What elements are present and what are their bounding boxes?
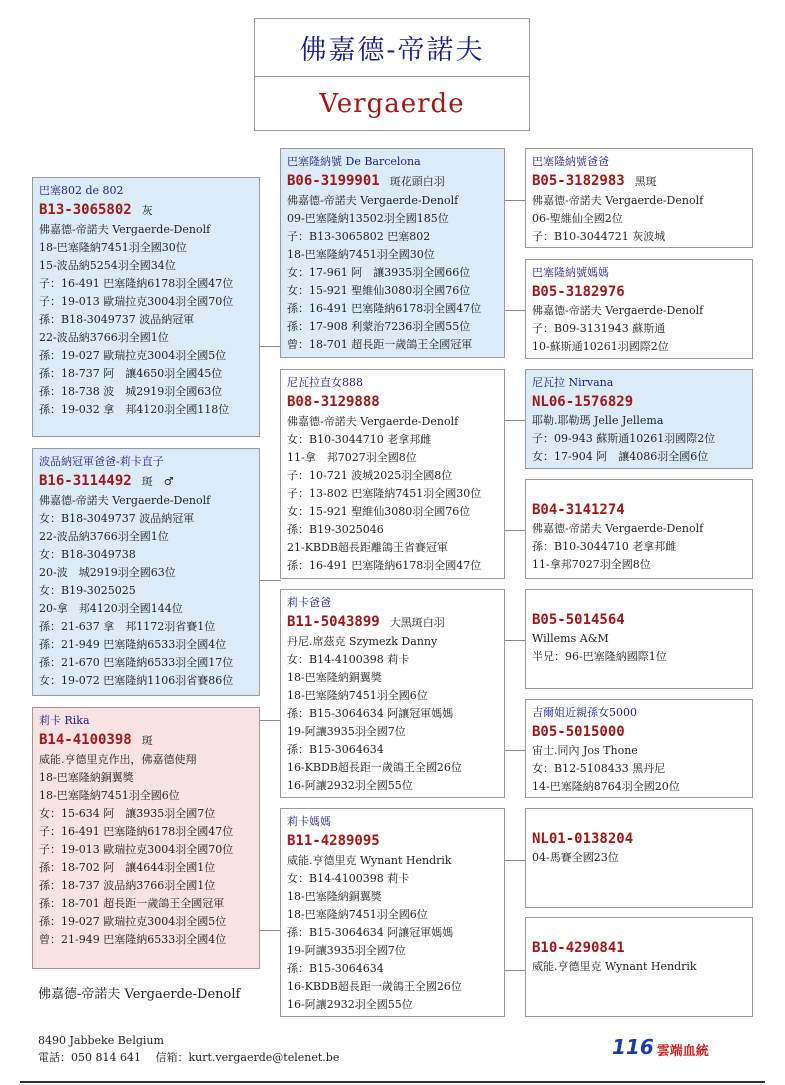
info-line: 子：09-943 蘇斯通10261羽國際2位: [532, 432, 716, 445]
info-line: 宙士.同內 Jos Thone: [532, 744, 638, 757]
info-line: 丹尼.席茲克 Szymezk Danny: [287, 635, 438, 648]
box-heading: 巴塞隆納號 De Barcelona: [287, 155, 421, 168]
info-line: 半兄：96-巴塞隆納國際1位: [532, 650, 667, 663]
connector: [504, 640, 526, 641]
info-line: 威能.亨德里克 Wynant Hendrik: [532, 960, 697, 973]
color-label: 斑 ♂: [141, 475, 174, 488]
pedigree-box-sire-sire: [280, 148, 505, 358]
box-heading: 莉卡媽媽: [287, 815, 331, 828]
box-heading: 莉卡爸爸: [287, 596, 331, 609]
pedigree-box-sd-dam: [525, 479, 753, 579]
info-line: 女：17-961 阿 讓3935羽全國66位: [287, 266, 471, 279]
info-line: 子：B13-3065802 巴塞802: [287, 230, 431, 243]
info-line: 佛嘉德-帝諾夫 Vergaerde-Denolf: [287, 194, 459, 207]
info-line: 子：19-013 歐瑞拉克3004羽全國70位: [39, 843, 234, 856]
info-line: 子：16-491 巴塞隆納6178羽全國47位: [39, 277, 234, 290]
info-line: 18-巴塞隆納7451羽全國6位: [39, 789, 180, 802]
info-line: 18-巴塞隆納7451羽全國30位: [39, 241, 187, 254]
info-line: 佛嘉德-帝諾夫 Vergaerde-Denolf: [287, 415, 459, 428]
info-line: 18-巴塞隆納銅翼獎: [287, 671, 382, 684]
connector: [259, 346, 281, 347]
box-heading: 尼瓦拉 Nirvana: [532, 376, 614, 389]
info-line: 09-巴塞隆納13502羽全國185位: [287, 212, 449, 225]
info-line: 女：15-921 聖維仙3080羽全國76位: [287, 284, 471, 297]
info-line: 19-阿讓3935羽全國7位: [287, 944, 406, 957]
info-line: 佛嘉德-帝諾夫 Vergaerde-Denolf: [532, 194, 704, 207]
info-line: 子：13-802 巴塞隆納7451羽全國30位: [287, 487, 482, 500]
info-line: 威能.亨德里克 Wynant Hendrik: [287, 854, 452, 867]
info-line: 曾：18-701 超長距一歲鴿王全國冠軍: [287, 338, 473, 351]
info-line: 孫：B15-3064634 阿讓冠軍媽媽: [287, 926, 454, 939]
pedigree-box-ss-dam: [525, 259, 753, 359]
info-line: 女：B18-3049737 波品納冠軍: [39, 512, 195, 525]
info-line: 女：15-921 聖維仙3080羽全國76位: [287, 505, 471, 518]
ring-number: NL06-1576829: [532, 394, 634, 410]
info-line: 佛嘉德-帝諾夫 Vergaerde-Denolf: [532, 522, 704, 535]
info-line: 20-拿 邦4120羽全國144位: [39, 602, 183, 615]
color-label: 大黑斑白羽: [389, 616, 445, 629]
connector: [259, 720, 281, 721]
owner-contact: 電話：050 814 641 信箱：kurt.vergaerde@telenet.be: [38, 1051, 340, 1064]
info-line: 18-巴塞隆納7451羽全國6位: [287, 908, 428, 921]
ring-number: NL01-0138204: [532, 831, 634, 847]
info-line: 22-波品納3766羽全國1位: [39, 331, 169, 344]
info-line: 女：B14-4100398 莉卡: [287, 872, 410, 885]
ring-number: B16-3114492 斑 ♂: [39, 473, 174, 489]
pedigree-box-ds-sire: [525, 589, 753, 689]
info-line: 孫：19-027 歐瑞拉克3004羽全國5位: [39, 915, 227, 928]
info-line: 18-巴塞隆納銅翼獎: [287, 890, 382, 903]
info-line: 18-巴塞隆納銅翼獎: [39, 771, 134, 784]
ring-number: B06-3199901 斑花頭白羽: [287, 173, 445, 189]
info-line: 16-阿讓2932羽全國55位: [287, 779, 413, 792]
bottom-divider: [20, 1081, 765, 1083]
info-line: 威能.亨德里克作出，佛嘉德使翔: [39, 753, 197, 766]
box-heading: 尼瓦拉直女888: [287, 376, 363, 389]
info-line: 孫：19-027 歐瑞拉克3004羽全國5位: [39, 349, 227, 362]
connector: [504, 420, 526, 421]
info-line: 曾：21-949 巴塞隆納6533羽全國4位: [39, 933, 227, 946]
pedigree-box-ds-dam: [525, 699, 753, 798]
info-line: 孫：18-737 波品納3766羽全國1位: [39, 879, 216, 892]
info-line: 16-阿讓2932羽全國55位: [287, 998, 413, 1011]
connector: [504, 750, 526, 751]
info-line: 耶勒.耶勒瑪 Jelle Jellema: [532, 414, 664, 427]
info-line: 佛嘉德-帝諾夫 Vergaerde-Denolf: [39, 223, 211, 236]
info-line: 孫：B15-3064634 阿讓冠軍媽媽: [287, 707, 454, 720]
info-line: 孫：B19-3025046: [287, 523, 384, 536]
box-heading: 波品納冠軍爸爸-莉卡直子: [39, 455, 164, 468]
info-line: 佛嘉德-帝諾夫 Vergaerde-Denolf: [532, 304, 704, 317]
info-line: 16-KBDB超長距一歲鴿王全國26位: [287, 761, 462, 774]
info-line: 10-蘇斯通10261羽國際2位: [532, 340, 669, 353]
connector: [504, 310, 526, 311]
info-line: 女：B18-3049738: [39, 548, 136, 561]
info-line: 11-拿 邦7027羽全國8位: [287, 451, 417, 464]
info-line: 孫：16-491 巴塞隆納6178羽全國47位: [287, 559, 482, 572]
info-line: 孫：21-670 巴塞隆納6533羽全國17位: [39, 656, 234, 669]
ring-number: B05-3182976: [532, 284, 625, 300]
info-line: 子：B10-3044721 灰波城: [532, 230, 666, 243]
owner-name: 佛嘉德-帝諾夫 Vergaerde-Denolf: [38, 987, 241, 1002]
info-line: 19-阿讓3935羽全國7位: [287, 725, 406, 738]
box-heading: 巴塞隆納號爸爸: [532, 155, 609, 168]
pedigree-box-dam-sire: [280, 589, 505, 798]
info-line: 孫：21-949 巴塞隆納6533羽全國4位: [39, 638, 227, 651]
pedigree-box-ss-sire: [525, 148, 753, 248]
info-line: 16-KBDB超長距一歲鴿王全國26位: [287, 980, 462, 993]
ring-number: B10-4290841: [532, 940, 625, 956]
info-line: 孫：B10-3044710 老拿邦雌: [532, 540, 677, 553]
info-line: 14-巴塞隆納8764羽全國20位: [532, 780, 680, 793]
info-line: 女：15-634 阿 讓3935羽全國7位: [39, 807, 216, 820]
box-heading: 巴塞802 de 802: [39, 184, 124, 197]
connector: [259, 930, 281, 931]
connector: [504, 860, 526, 861]
info-line: 孫：16-491 巴塞隆納6178羽全國47位: [287, 302, 482, 315]
info-line: 孫：18-702 阿 讓4644羽全國1位: [39, 861, 216, 874]
info-line: 孫：21-637 拿 邦1172羽省賽1位: [39, 620, 216, 633]
box-heading: 莉卡 Rika: [39, 714, 90, 727]
pedigree-box-sire: [32, 177, 260, 437]
info-line: 子：10-721 波城2025羽全國8位: [287, 469, 453, 482]
info-line: 11-拿邦7027羽全國8位: [532, 558, 651, 571]
title-english: Vergaerde: [319, 89, 465, 119]
pedigree-title: [254, 18, 530, 131]
title-chinese: 佛嘉德-帝諾夫: [255, 19, 529, 77]
info-line: 女：B12-5108433 黑丹尼: [532, 762, 666, 775]
logo-text: 雲端血統: [656, 1044, 709, 1059]
info-line: 15-波品納5254羽全國34位: [39, 259, 176, 272]
connector: [259, 580, 281, 581]
info-line: 20-波 城2919羽全國63位: [39, 566, 176, 579]
ring-number: B11-5043899 大黑斑白羽: [287, 614, 445, 630]
info-line: 04-馬賽全國23位: [532, 851, 619, 864]
pedigree-box-dd-dam: [525, 917, 753, 1017]
info-line: 子：16-491 巴塞隆納6178羽全國47位: [39, 825, 234, 838]
box-heading: 吉爾姐近親孫女5000: [532, 706, 637, 719]
ring-number: B04-3141274: [532, 502, 625, 518]
info-line: 孫：18-738 波 城2919羽全國63位: [39, 385, 223, 398]
info-line: 18-巴塞隆納7451羽全國6位: [287, 689, 428, 702]
box-heading: 巴塞隆納號媽媽: [532, 266, 609, 279]
info-line: 女：B10-3044710 老拿邦雌: [287, 433, 432, 446]
ring-number: B05-5014564: [532, 612, 625, 628]
info-line: 孫：19-032 拿 邦4120羽全國118位: [39, 403, 230, 416]
ring-number: B05-5015000: [532, 724, 625, 740]
info-line: 18-巴塞隆納7451羽全國30位: [287, 248, 435, 261]
info-line: 22-波品納3766羽全國1位: [39, 530, 169, 543]
pedigree-box-dd-sire: [525, 808, 753, 908]
info-line: 21-KBDB超長距離鴿王省賽冠軍: [287, 541, 448, 554]
info-line: 孫：B15-3064634: [287, 962, 384, 975]
info-line: 子：19-013 歐瑞拉克3004羽全國70位: [39, 295, 234, 308]
info-line: 女：B19-3025025: [39, 584, 136, 597]
info-line: 佛嘉德-帝諾夫 Vergaerde-Denolf: [39, 494, 211, 507]
ring-number: B08-3129888: [287, 394, 380, 410]
info-line: 女：B14-4100398 莉卡: [287, 653, 410, 666]
pedigree-box-dam-dam: [280, 808, 505, 1017]
color-label: 斑: [141, 734, 153, 747]
info-line: 孫：17-908 利蒙治7236羽全國55位: [287, 320, 471, 333]
color-label: 斑花頭白羽: [389, 175, 445, 188]
info-line: 孫：18-701 超長距一歲鴿王全國冠軍: [39, 897, 225, 910]
connector: [504, 530, 526, 531]
logo-number: 116: [612, 1035, 654, 1059]
info-line: 孫：18-737 阿 讓4650羽全國45位: [39, 367, 223, 380]
ring-number: B05-3182983 黑斑: [532, 173, 657, 189]
info-line: 子：B09-3131943 蘇斯通: [532, 322, 666, 335]
color-label: 灰: [141, 204, 153, 217]
color-label: 黑斑: [634, 175, 657, 188]
connector: [504, 200, 526, 201]
info-line: 06-聖維仙全國2位: [532, 212, 623, 225]
pedigree-box-sd-sire: [525, 369, 753, 469]
info-line: Willems A&M: [532, 632, 609, 645]
info-line: 女：17-904 阿 讓4086羽全國6位: [532, 450, 709, 463]
pedigree-box-dam: [32, 707, 260, 969]
ring-number: B14-4100398 斑: [39, 732, 153, 748]
brand-logo: [612, 1033, 727, 1059]
info-line: 孫：B18-3049737 波品納冠軍: [39, 313, 195, 326]
pedigree-box-sire-dam: [280, 369, 505, 579]
connector: [504, 970, 526, 971]
info-line: 孫：B15-3064634: [287, 743, 384, 756]
pedigree-box-sire-grandsire: [32, 448, 260, 696]
owner-address: 8490 Jabbeke Belgium: [38, 1034, 164, 1047]
info-line: 女：19-072 巴塞隆納1106羽省賽86位: [39, 674, 234, 687]
ring-number: B13-3065802 灰: [39, 202, 153, 218]
ring-number: B11-4289095: [287, 833, 380, 849]
